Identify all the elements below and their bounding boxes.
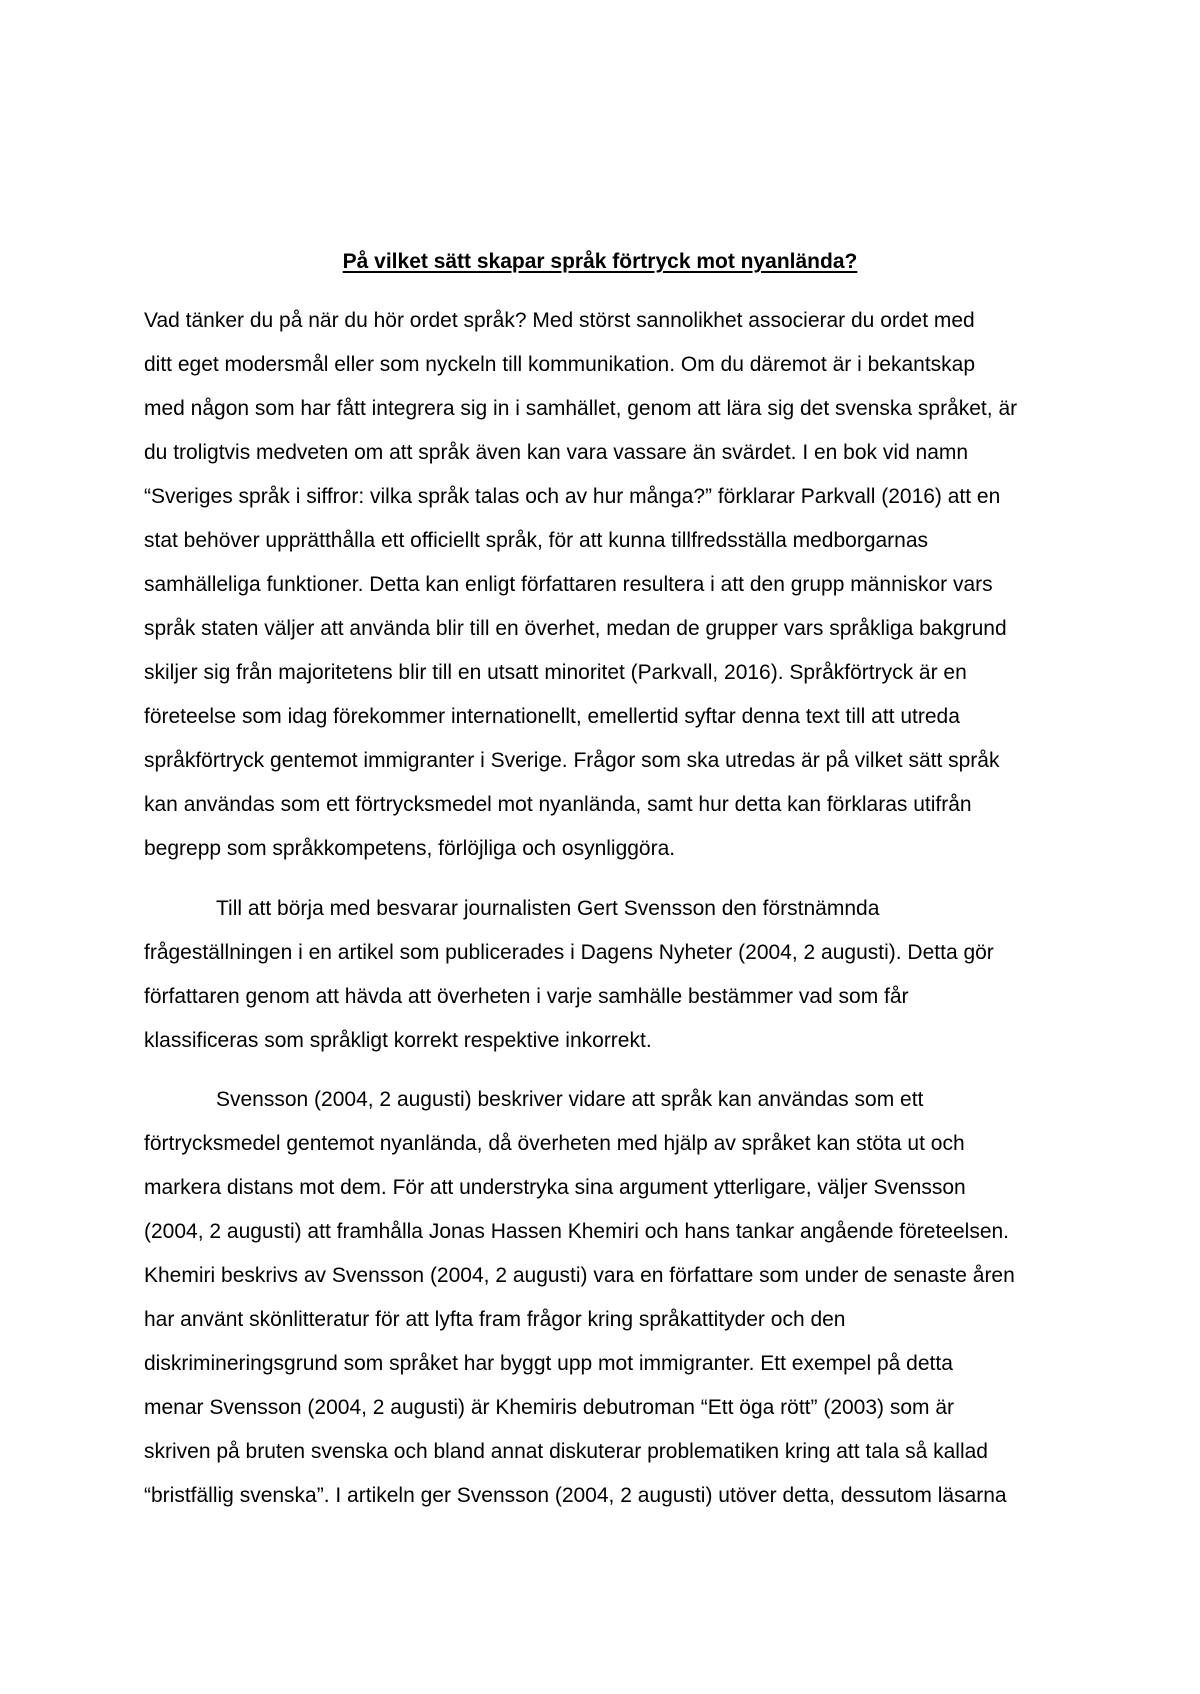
paragraph-line: språkförtryck gentemot immigranter i Sverige. Frågor som ska utredas är på vilket sätt språk bbox=[144, 749, 1000, 772]
paragraph-line: skiljer sig från majoritetens blir till en utsatt minoritet (Parkvall, 2016). Språkförtryck är en bbox=[144, 661, 967, 684]
paragraph-line: stat behöver upprätthålla ett officiellt språk, för att kunna tillfredsställa medborgarnas bbox=[144, 529, 929, 552]
paragraph-line: ditt eget modersmål eller som nyckeln till kommunikation. Om du däremot är i bekantskap bbox=[144, 353, 976, 376]
paragraph-line: “bristfällig svenska”. I artikeln ger Svensson (2004, 2 augusti) utöver detta, dessutom läsarna bbox=[144, 1484, 1007, 1507]
paragraph-line: språk staten väljer att använda blir till en överhet, medan de grupper vars språkliga bakgrund bbox=[144, 617, 1007, 640]
paragraph-line: (2004, 2 augusti) att framhålla Jonas Hassen Khemiri och hans tankar angående företeelsen. bbox=[144, 1220, 1010, 1243]
paragraph-line: samhälleliga funktioner. Detta kan enligt författaren resultera i att den grupp människor vars bbox=[144, 573, 993, 596]
paragraph-line: med någon som har fått integrera sig in i samhället, genom att lära sig det svenska språket, är bbox=[144, 397, 1018, 420]
paragraph-line: Khemiri beskrivs av Svensson (2004, 2 augusti) vara en författare som under de senaste åren bbox=[144, 1264, 1015, 1287]
paragraph-3 bbox=[144, 1078, 1054, 1518]
paragraph-line: kan användas som ett förtrycksmedel mot nyanlända, samt hur detta kan förklaras utifrån bbox=[144, 793, 972, 816]
paragraph-line: förtrycksmedel gentemot nyanlända, då överheten med hjälp av språket kan stöta ut och bbox=[144, 1132, 965, 1155]
paragraph-line: menar Svensson (2004, 2 augusti) är Khemiris debutroman “Ett öga rött” (2003) som är bbox=[144, 1396, 955, 1419]
paragraph-line: begrepp som språkkompetens, förlöjliga och osynliggöra. bbox=[144, 837, 676, 860]
paragraph-line: frågeställningen i en artikel som publicerades i Dagens Nyheter (2004, 2 augusti). Detta gör bbox=[144, 941, 994, 964]
paragraph-line: Svensson (2004, 2 augusti) beskriver vidare att språk kan användas som ett bbox=[216, 1088, 924, 1111]
paragraph-line: klassificeras som språkligt korrekt respektive inkorrekt. bbox=[144, 1029, 652, 1052]
paragraph-line: Till att börja med besvarar journalisten Gert Svensson den förstnämnda bbox=[216, 897, 880, 920]
paragraph-1 bbox=[144, 299, 1054, 871]
paragraph-line: diskrimineringsgrund som språket har byggt upp mot immigranter. Ett exempel på detta bbox=[144, 1352, 953, 1375]
paragraph-line: skriven på bruten svenska och bland annat diskuterar problematiken kring att tala så kallad bbox=[144, 1440, 988, 1463]
paragraph-line: har använt skönlitteratur för att lyfta fram frågor kring språkattityder och den bbox=[144, 1308, 846, 1331]
paragraph-line: du troligtvis medveten om att språk även kan vara vassare än svärdet. I en bok vid namn bbox=[144, 441, 969, 464]
paragraph-line: författaren genom att hävda att överheten i varje samhälle bestämmer vad som får bbox=[144, 985, 909, 1008]
paragraph-line: företeelse som idag förekommer internationellt, emellertid syftar denna text till att utreda bbox=[144, 705, 960, 728]
paragraph-line: “Sveriges språk i siffror: vilka språk talas och av hur många?” förklarar Parkvall (2016) att en bbox=[144, 485, 1001, 508]
paragraph-line: Vad tänker du på när du hör ordet språk? Med störst sannolikhet associerar du ordet med bbox=[144, 309, 975, 332]
paragraph-line: markera distans mot dem. För att understryka sina argument ytterligare, väljer Svensson bbox=[144, 1176, 966, 1199]
document-title: På vilket sätt skapar språk förtryck mot nyanlända? bbox=[342, 250, 858, 273]
paragraph-2 bbox=[144, 887, 1054, 1063]
